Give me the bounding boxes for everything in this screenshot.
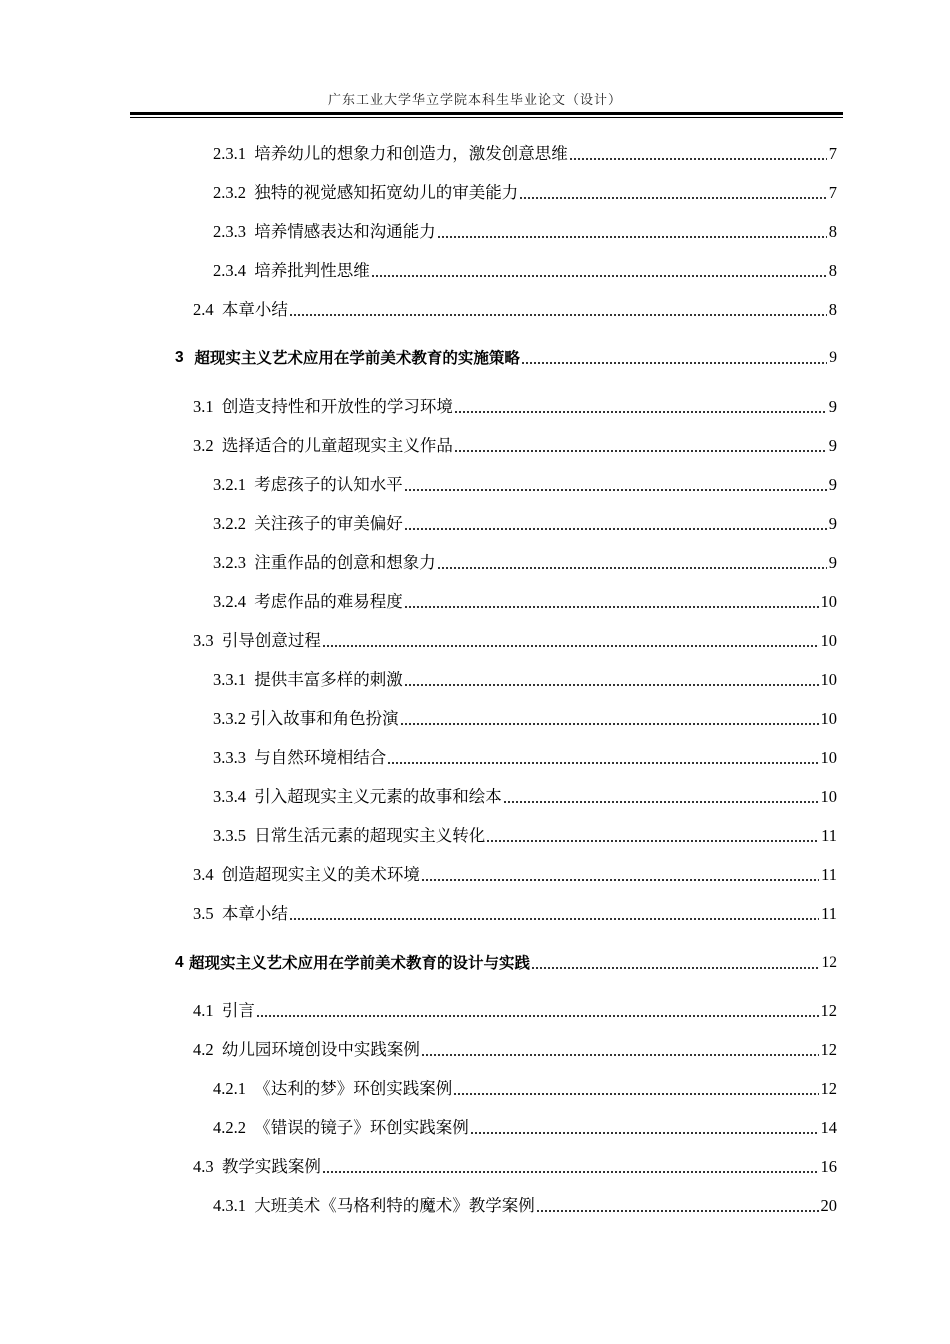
toc-title: 考虑孩子的认知水平: [254, 475, 403, 494]
toc-entry-3-3-4[interactable]: [213, 785, 837, 809]
toc-leader-dots: [454, 411, 827, 413]
toc-title: 幼儿园环境创设中实践案例: [221, 1040, 420, 1059]
toc-number: 2.3.3: [213, 222, 246, 241]
toc-page-number: 7: [828, 183, 837, 202]
toc-entry-2-4[interactable]: [193, 298, 837, 322]
toc-title: 引入故事和角色扮演: [250, 709, 399, 728]
toc-entry-4-2-2[interactable]: [213, 1116, 837, 1140]
toc-chapter-3[interactable]: [175, 346, 837, 370]
toc-number: 3.2.3: [213, 553, 246, 572]
toc-entry-3-2-2[interactable]: [213, 512, 837, 536]
toc-title: 培养幼儿的想象力和创造力，激发创意思维: [254, 144, 568, 163]
toc-title: 教学实践案例: [221, 1157, 321, 1176]
toc-number: 2.4: [193, 300, 214, 319]
toc-number: 3.3.1: [213, 670, 246, 689]
toc-number: 3.2.1: [213, 475, 246, 494]
toc-page-number: 10: [820, 787, 837, 806]
toc-number: 2.3.2: [213, 183, 246, 202]
toc-entry-3-4[interactable]: [193, 863, 837, 887]
toc-page-number: 9: [828, 436, 837, 455]
toc-entry-4-1[interactable]: [193, 999, 837, 1023]
toc-leader-dots: [569, 158, 827, 160]
toc-title: 《错误的镜子》环创实践案例: [254, 1118, 469, 1137]
toc-title: 创造支持性和开放性的学习环境: [221, 397, 453, 416]
toc-page-number: 9: [828, 514, 837, 533]
toc-page-number: 11: [821, 865, 837, 884]
toc-page-number: 10: [820, 670, 837, 689]
toc-number: 3.1: [193, 397, 214, 416]
toc-leader-dots: [404, 606, 819, 608]
toc-entry-4-2-1[interactable]: [213, 1077, 837, 1101]
toc-leader-dots: [536, 1210, 819, 1212]
toc-number: 3.2: [193, 436, 214, 455]
toc-leader-dots: [404, 684, 819, 686]
toc-entry-2-3-1[interactable]: [213, 142, 837, 166]
toc-page-number: 7: [828, 144, 837, 163]
toc-entry-2-3-3[interactable]: [213, 220, 837, 244]
toc-chapter-4[interactable]: [175, 951, 837, 975]
toc-number: 4.2: [193, 1040, 214, 1059]
toc-page-number: 8: [828, 300, 837, 319]
toc-leader-dots: [454, 450, 827, 452]
toc-title: 关注孩子的审美偏好: [254, 514, 403, 533]
toc-number: 3: [175, 349, 184, 366]
toc-page-number: 9: [829, 349, 837, 366]
toc-page-number: 9: [828, 475, 837, 494]
toc-leader-dots: [322, 1171, 819, 1173]
toc-entry-3-2[interactable]: [193, 434, 837, 458]
toc-entry-3-2-4[interactable]: [213, 590, 837, 614]
toc-entry-3-2-1[interactable]: [213, 473, 837, 497]
toc-number: 3.3: [193, 631, 214, 650]
toc-title: 培养情感表达和沟通能力: [254, 222, 436, 241]
toc-page-number: 12: [821, 954, 837, 971]
toc-leader-dots: [404, 528, 827, 530]
toc-title: 选择适合的儿童超现实主义作品: [221, 436, 453, 455]
toc-number: 2.3.1: [213, 144, 246, 163]
toc-page-number: 14: [820, 1118, 837, 1137]
toc-entry-3-3-1[interactable]: [213, 668, 837, 692]
toc-number: 2.3.4: [213, 261, 246, 280]
toc-page-number: 8: [828, 261, 837, 280]
toc-leader-dots: [289, 314, 827, 316]
toc-entry-4-3-1[interactable]: [213, 1194, 837, 1218]
toc-number: 4.2.1: [213, 1079, 246, 1098]
toc-entry-3-3[interactable]: [193, 629, 837, 653]
toc-number: 3.4: [193, 865, 214, 884]
toc-entry-3-5[interactable]: [193, 902, 837, 926]
toc-entry-4-2[interactable]: [193, 1038, 837, 1062]
toc-title: 超现实主义艺术应用在学前美术教育的实施策略: [194, 349, 520, 367]
toc-title: 日常生活元素的超现实主义转化: [254, 826, 486, 845]
toc-entry-2-3-2[interactable]: [213, 181, 837, 205]
toc-title: 培养批判性思维: [254, 261, 370, 280]
toc-number: 4.3: [193, 1157, 214, 1176]
toc-leader-dots: [256, 1015, 819, 1017]
toc-entry-4-3[interactable]: [193, 1155, 837, 1179]
toc-leader-dots: [486, 840, 819, 842]
toc-number: 4.3.1: [213, 1196, 246, 1215]
toc-title: 提供丰富多样的刺激: [254, 670, 403, 689]
toc-page-number: 11: [821, 826, 837, 845]
toc-number: 4.1: [193, 1001, 214, 1020]
toc-leader-dots: [421, 1054, 819, 1056]
toc-number: 4.2.2: [213, 1118, 246, 1137]
toc-page-number: 8: [828, 222, 837, 241]
toc-title: 大班美术《马格利特的魔术》教学案例: [254, 1196, 535, 1215]
toc-page-number: 20: [820, 1196, 837, 1215]
toc-leader-dots: [421, 879, 819, 881]
toc-title: 注重作品的创意和想象力: [254, 553, 436, 572]
toc-title: 独特的视觉感知拓宽幼儿的审美能力: [254, 183, 519, 202]
toc-page-number: 11: [821, 904, 837, 923]
toc-title: 引导创意过程: [221, 631, 321, 650]
toc-page-number: 12: [820, 1040, 837, 1059]
toc-entry-3-3-2[interactable]: [213, 707, 837, 731]
toc-leader-dots: [387, 762, 818, 764]
toc-title: 引入超现实主义元素的故事和绘本: [254, 787, 502, 806]
toc-title: 《达利的梦》环创实践案例: [254, 1079, 453, 1098]
toc-title: 本章小结: [221, 300, 288, 319]
toc-title: 引言: [221, 1001, 255, 1020]
toc-leader-dots: [531, 967, 819, 969]
toc-leader-dots: [322, 645, 819, 647]
toc-leader-dots: [503, 801, 819, 803]
toc-page-number: 10: [820, 748, 837, 767]
toc-number: 3.3.4: [213, 787, 246, 806]
toc-leader-dots: [437, 567, 827, 569]
toc-page-number: 10: [820, 709, 837, 728]
toc-number: 3.5: [193, 904, 214, 923]
toc-page-number: 9: [828, 553, 837, 572]
toc-page-number: 10: [820, 631, 837, 650]
page-header: 广东工业大学华立学院本科生毕业论文（设计）: [327, 92, 622, 107]
toc-leader-dots: [453, 1093, 818, 1095]
toc-number: 3.2.4: [213, 592, 246, 611]
toc-title: 本章小结: [221, 904, 288, 923]
toc-leader-dots: [519, 197, 827, 199]
toc-entry-3-1[interactable]: [193, 395, 837, 419]
toc-title: 超现实主义艺术应用在学前美术教育的设计与实践: [189, 954, 531, 972]
toc-page-number: 10: [820, 592, 837, 611]
toc-page-number: 12: [820, 1001, 837, 1020]
toc-title: 考虑作品的难易程度: [254, 592, 403, 611]
toc-leader-dots: [521, 362, 827, 364]
toc-number: 4: [175, 954, 184, 971]
toc-page-number: 9: [828, 397, 837, 416]
toc-leader-dots: [400, 723, 819, 725]
toc-leader-dots: [404, 489, 827, 491]
toc-entry-3-3-3[interactable]: [213, 746, 837, 770]
toc-entry-3-3-5[interactable]: [213, 824, 837, 848]
toc-entry-2-3-4[interactable]: [213, 259, 837, 283]
toc-leader-dots: [437, 236, 827, 238]
toc-number: 3.3.2: [213, 709, 246, 728]
toc-page-number: 16: [820, 1157, 837, 1176]
toc-leader-dots: [289, 918, 819, 920]
toc-page-number: 12: [820, 1079, 837, 1098]
toc-leader-dots: [371, 275, 827, 277]
toc-number: 3.3.5: [213, 826, 246, 845]
toc-title: 与自然环境相结合: [254, 748, 387, 767]
toc-number: 3.3.3: [213, 748, 246, 767]
toc-title: 创造超现实主义的美术环境: [221, 865, 420, 884]
toc-entry-3-2-3[interactable]: [213, 551, 837, 575]
toc-number: 3.2.2: [213, 514, 246, 533]
toc-leader-dots: [470, 1132, 819, 1134]
